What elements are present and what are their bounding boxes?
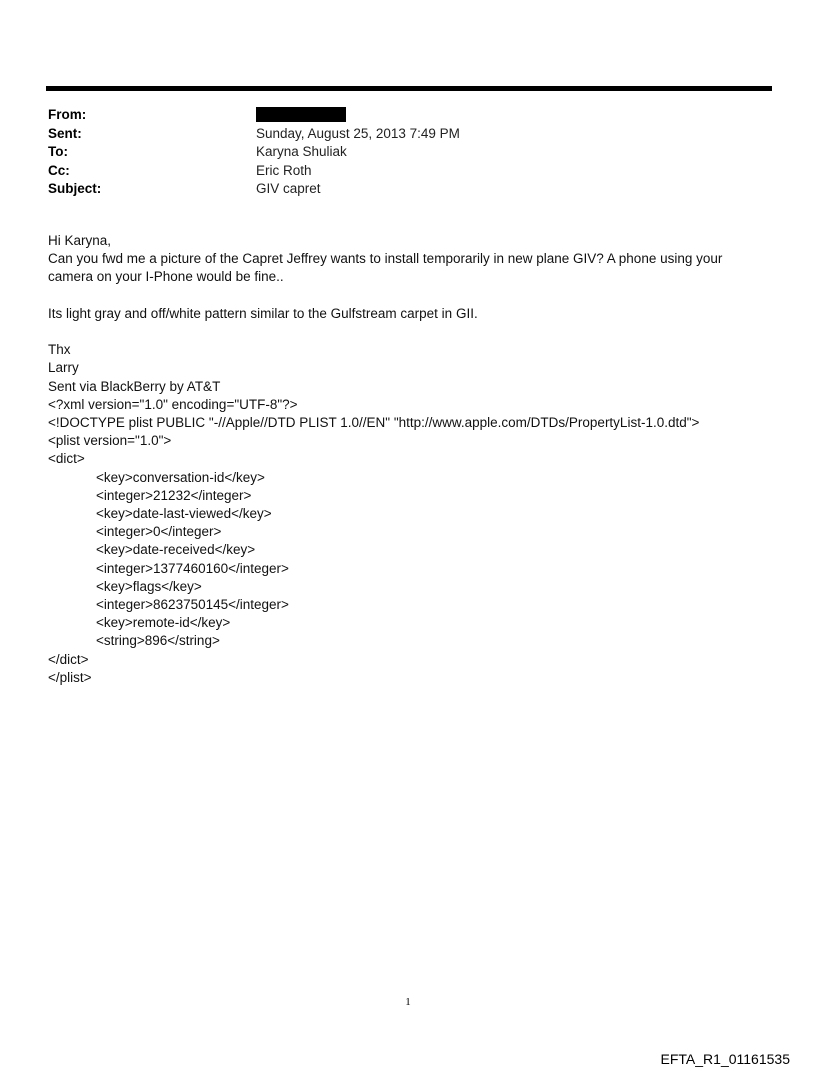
redaction-block (256, 107, 346, 122)
plist-line: <integer>21232</integer> (96, 487, 252, 503)
cc-label: Cc: (48, 162, 70, 178)
signoff: Thx (48, 342, 71, 358)
document-id: EFTA_R1_01161535 (660, 1051, 790, 1067)
plist-line: <?xml version="1.0" encoding="UTF-8"?> (48, 396, 298, 412)
plist-line: <key>date-last-viewed</key> (96, 506, 272, 522)
sent-value: Sunday, August 25, 2013 7:49 PM (256, 125, 460, 141)
device-signature: Sent via BlackBerry by AT&T (48, 378, 221, 394)
plist-line: <key>remote-id</key> (96, 615, 231, 631)
paragraph-1-line-1: Can you fwd me a picture of the Capret Jeffrey wants to install temporarily in new plane GIV? A phone using your (48, 251, 723, 267)
plist-line: <key>flags</key> (96, 578, 202, 594)
plist-line: <integer>1377460160</integer> (96, 560, 289, 576)
to-value: Karyna Shuliak (256, 144, 347, 159)
sent-row (48, 125, 748, 144)
paragraph-2: Its light gray and off/white pattern similar to the Gulfstream carpet in GII. (48, 305, 478, 321)
subject-value: GIV capret (256, 181, 321, 196)
plist-line: <plist version="1.0"> (48, 433, 172, 449)
sender-name: Larry (48, 360, 79, 376)
email-header (48, 106, 748, 199)
from-value (256, 106, 346, 125)
to-label: To: (48, 144, 68, 159)
cc-value: Eric Roth (256, 162, 312, 178)
from-label: From: (48, 107, 87, 122)
plist-line: <string>896</string> (96, 633, 220, 649)
page-number: 1 (405, 996, 411, 1008)
spacer (48, 287, 748, 305)
subject-row (48, 180, 748, 199)
subject-label: Subject: (48, 181, 102, 196)
cc-row (48, 162, 748, 181)
plist-line: <integer>0</integer> (96, 524, 222, 540)
plist-line: </plist> (48, 669, 92, 685)
plist-line: <key>conversation-id</key> (96, 469, 265, 485)
to-row (48, 143, 748, 162)
header-rule (46, 86, 772, 91)
greeting: Hi Karyna, (48, 233, 112, 248)
plist-line: <!DOCTYPE plist PUBLIC "-//Apple//DTD PLIST 1.0//EN" "http://www.apple.com/DTDs/PropertyList-1.0.dtd"> (48, 415, 700, 430)
sent-label: Sent: (48, 125, 82, 141)
plist-line: <integer>8623750145</integer> (96, 597, 289, 613)
email-body (48, 232, 748, 687)
plist-line: <dict> (48, 451, 85, 467)
plist-line: </dict> (48, 651, 89, 667)
from-row (48, 106, 748, 125)
plist-line: <key>date-received</key> (96, 542, 256, 558)
spacer (48, 323, 748, 341)
paragraph-1-line-2: camera on your I-Phone would be fine.. (48, 269, 284, 285)
